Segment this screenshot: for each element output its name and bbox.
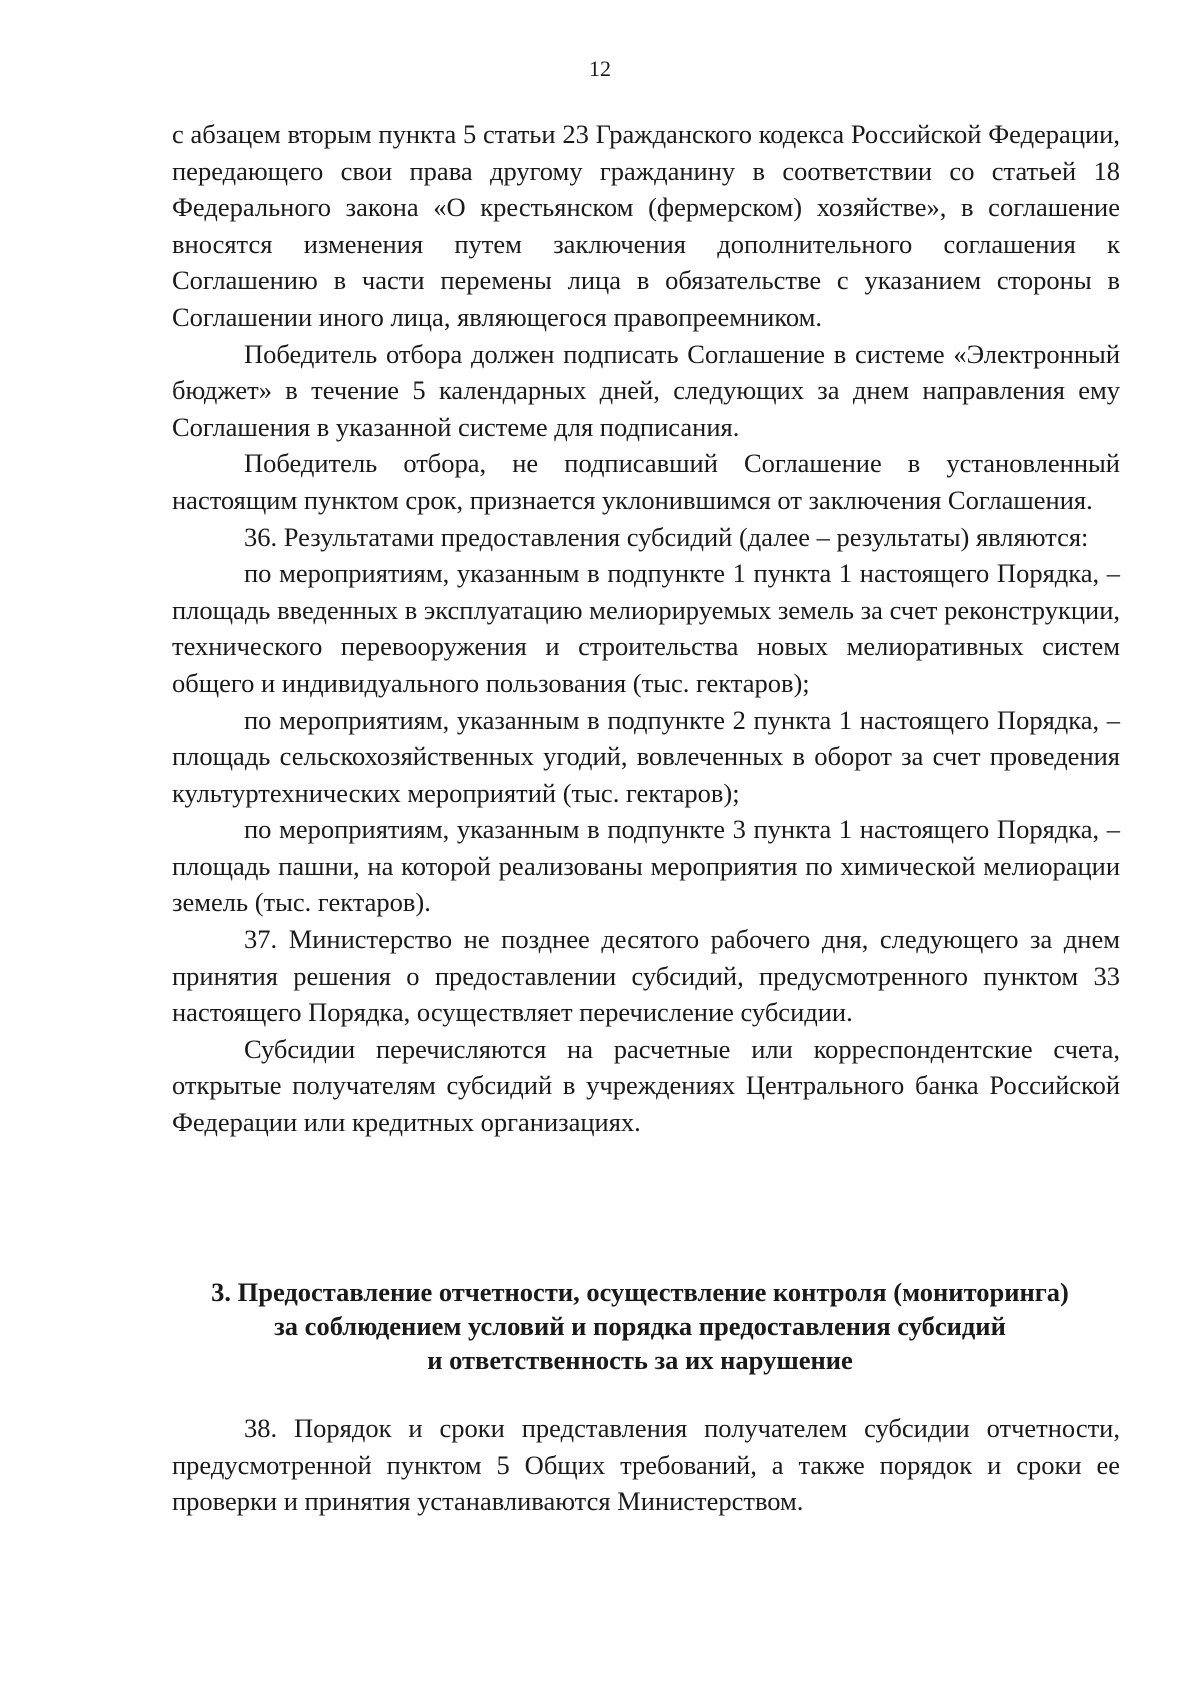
paragraph-item-37: 37. Министерство не позднее десятого рабочего дня, следующего за днем принятия решения о предоставлении субсидий, предусмотренного пунктом 33 настоящего Порядка, осуществляет перечисление субсидии. — [172, 924, 1120, 1028]
section-heading-line-1: 3. Предоставление отчетности, осуществление контроля (мониторинга) — [211, 1277, 1069, 1307]
paragraph-transfer-accounts: Субсидии перечисляются на расчетные или корреспондентские счета, открытые получателям субсидий в учреждениях Центрального банка Российской Федерации или кредитных организациях. — [172, 1033, 1120, 1138]
section-heading-line-2: за соблюдением условий и порядка предоставления субсидий — [274, 1311, 1006, 1341]
paragraph-continuation: с абзацем вторым пункта 5 статьи 23 Гражданского кодекса Российской Федерации, передающего свои права другому гражданину в соответствии со статьей 18 Федерального закона «О крестьянском (фермерском) хозяйстве», в соглашение вносятся изменения путем заключения дополнительного соглашения к Соглашению в части перемены лица в обязательстве с указанием стороны в Соглашении иного лица, являющегося правопреемником. — [172, 119, 1120, 332]
paragraph-result-1: по мероприятиям, указанным в подпункте 1 пункта 1 настоящего Порядка, – площадь введенных в эксплуатацию мелиорируемых земель за счет реконструкции, технического перевооружения и строительства новых мелиоративных систем общего и индивидуального пользования (тыс. гектаров); — [172, 558, 1120, 698]
paragraph-item-36: 36. Результатами предоставления субсидий (далее – результаты) являются: — [244, 521, 1089, 552]
paragraph-result-3: по мероприятиям, указанным в подпункте 3 пункта 1 настоящего Порядка, – площадь пашни, на которой реализованы мероприятия по химической мелиорации земель (тыс. гектаров). — [172, 814, 1120, 918]
section-heading — [150, 1275, 1130, 1377]
paragraph-evasion: Победитель отбора, не подписавший Соглашение в установленный настоящим пунктом срок, признается уклонившимся от заключения Соглашения. — [172, 448, 1120, 515]
paragraph-result-2: по мероприятиям, указанным в подпункте 2 пункта 1 настоящего Порядка, – площадь сельскохозяйственных угодий, вовлеченных в оборот за счет проведения культуртехнических мероприятий (тыс. гектаров); — [172, 704, 1120, 808]
section-body — [172, 1410, 1120, 1520]
page-number: 12 — [589, 56, 611, 81]
paragraph-item-38: 38. Порядок и сроки представления получателем субсидии отчетности, предусмотренной пунктом 5 Общих требований, а также порядок и сроки ее проверки и принятия устанавливаются Министерством. — [172, 1413, 1120, 1517]
section-heading-line-3: и ответственность за их нарушение — [427, 1345, 853, 1375]
paragraph-signing-deadline: Победитель отбора должен подписать Соглашение в системе «Электронный бюджет» в течение 5 календарных дней, следующих за днем направления ему Соглашения в указанной системе для подписания. — [172, 338, 1120, 442]
body-text — [172, 116, 1120, 1141]
